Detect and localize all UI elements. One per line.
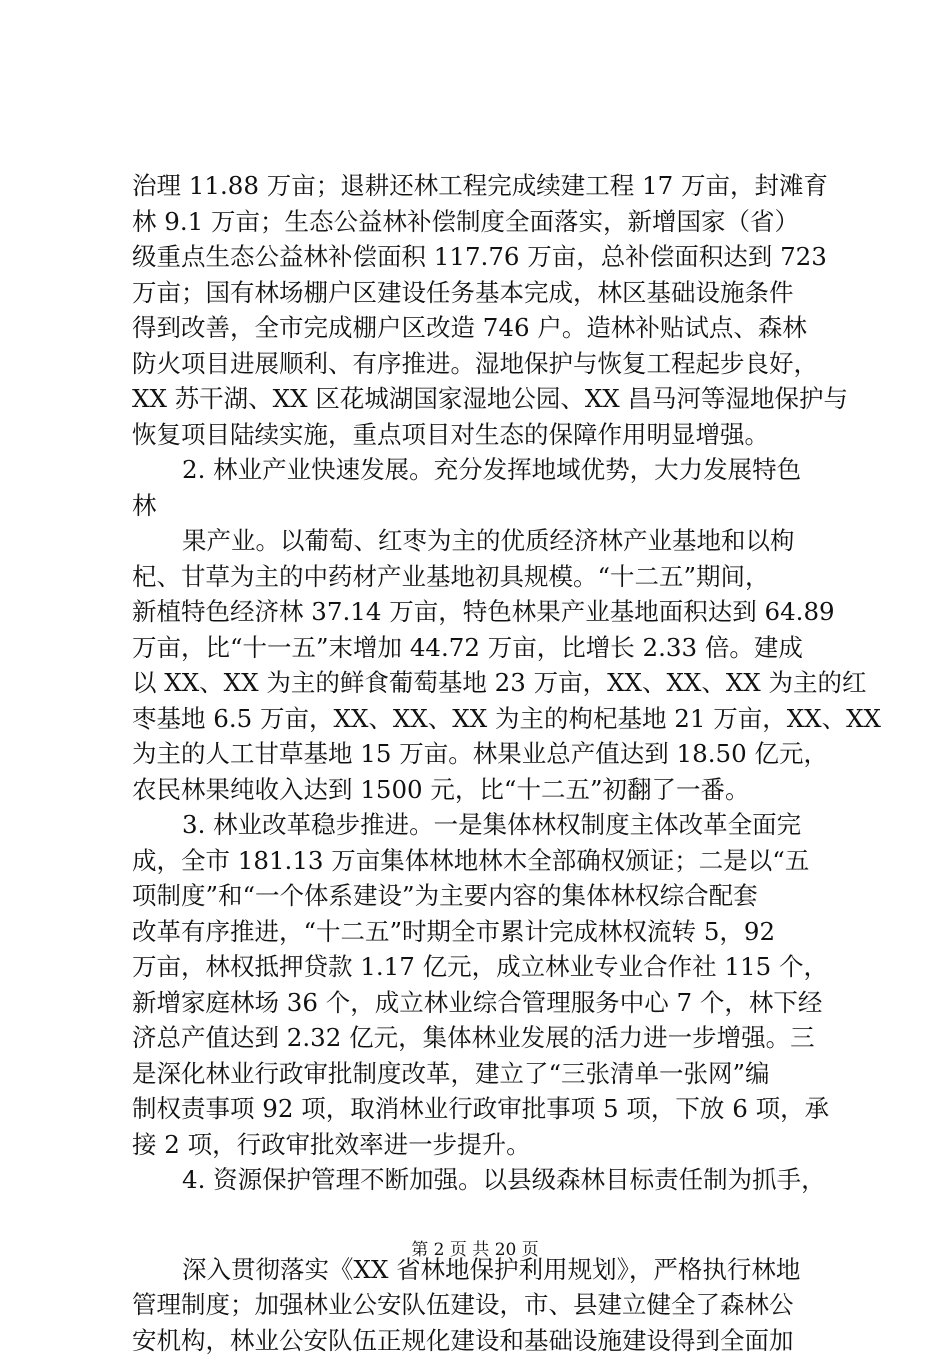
paragraph-line: 杞、甘草为主的中药材产业基地初具规模。“十二五”期间， bbox=[132, 559, 832, 595]
paragraph-line: 项制度”和“一个体系建设”为主要内容的集体林权综合配套 bbox=[132, 878, 832, 914]
paragraph-line: XX 苏干湖、XX 区花城湖国家湿地公园、XX 昌马河等湿地保护与 bbox=[132, 381, 832, 417]
paragraph-line: 安机构，林业公安队伍正规化建设和基础设施建设得到全面加 bbox=[132, 1323, 832, 1358]
paragraph-line: 济总产值达到 2.32 亿元，集体林业发展的活力进一步增强。三 bbox=[132, 1020, 832, 1056]
paragraph-line: 接 2 项，行政审批效率进一步提升。 bbox=[132, 1127, 832, 1163]
paragraph-line: 防火项目进展顺利、有序推进。湿地保护与恢复工程起步良好， bbox=[132, 346, 832, 382]
section-4-heading: 4. 资源保护管理不断加强。以县级森林目标责任制为抓手， bbox=[132, 1162, 832, 1198]
paragraph-line: 是深化林业行政审批制度改革，建立了“三张清单一张网”编 bbox=[132, 1056, 832, 1092]
paragraph-line: 成，全市 181.13 万亩集体林地林木全部确权颁证；二是以“五 bbox=[132, 843, 832, 879]
paragraph-line: 万亩；国有林场棚户区建设任务基本完成，林区基础设施条件 bbox=[132, 275, 832, 311]
paragraph-line: 恢复项目陆续实施，重点项目对生态的保障作用明显增强。 bbox=[132, 417, 832, 453]
paragraph-line: 枣基地 6.5 万亩，XX、XX、XX 为主的枸杞基地 21 万亩，XX、XX bbox=[132, 701, 832, 737]
paragraph-line: 果产业。以葡萄、红枣为主的优质经济林产业基地和以枸 bbox=[132, 523, 832, 559]
paragraph-line: 管理制度；加强林业公安队伍建设，市、县建立健全了森林公 bbox=[132, 1287, 832, 1323]
paragraph-line: 新增家庭林场 36 个，成立林业综合管理服务中心 7 个，林下经 bbox=[132, 985, 832, 1021]
paragraph-line: 农民林果纯收入达到 1500 元，比“十二五”初翻了一番。 bbox=[132, 772, 832, 808]
document-body bbox=[132, 168, 832, 1358]
paragraph-line: 万亩，比“十一五”末增加 44.72 万亩，比增长 2.33 倍。建成 bbox=[132, 630, 832, 666]
paragraph-line: 万亩，林权抵押贷款 1.17 亿元，成立林业专业合作社 115 个， bbox=[132, 949, 832, 985]
paragraph-line: 林 9.1 万亩；生态公益林补偿制度全面落实，新增国家（省） bbox=[132, 204, 832, 240]
paragraph-line: 制权责事项 92 项，取消林业行政审批事项 5 项，下放 6 项，承 bbox=[132, 1091, 832, 1127]
paragraph-line: 为主的人工甘草基地 15 万亩。林果业总产值达到 18.50 亿元， bbox=[132, 736, 832, 772]
section-3-heading: 3. 林业改革稳步推进。一是集体林权制度主体改革全面完 bbox=[132, 807, 832, 843]
page-number-footer: 第 2 页 共 20 页 bbox=[0, 1238, 950, 1262]
section-2-heading-continuation: 林 bbox=[132, 488, 832, 524]
paragraph-line: 改革有序推进，“十二五”时期全市累计完成林权流转 5，92 bbox=[132, 914, 832, 950]
paragraph-line: 以 XX、XX 为主的鲜食葡萄基地 23 万亩，XX、XX、XX 为主的红 bbox=[132, 665, 832, 701]
paragraph-line: 新植特色经济林 37.14 万亩，特色林果产业基地面积达到 64.89 bbox=[132, 594, 832, 630]
section-2-heading: 2. 林业产业快速发展。充分发挥地域优势，大力发展特色 bbox=[132, 452, 832, 488]
paragraph-line: 深入贯彻落实《XX 省林地保护利用规划》，严格执行林地 bbox=[132, 1252, 832, 1288]
paragraph-line: 级重点生态公益林补偿面积 117.76 万亩，总补偿面积达到 723 bbox=[132, 239, 832, 275]
paragraph-line: 得到改善，全市完成棚户区改造 746 户。造林补贴试点、森林 bbox=[132, 310, 832, 346]
paragraph-line: 治理 11.88 万亩；退耕还林工程完成续建工程 17 万亩，封滩育 bbox=[132, 168, 832, 204]
